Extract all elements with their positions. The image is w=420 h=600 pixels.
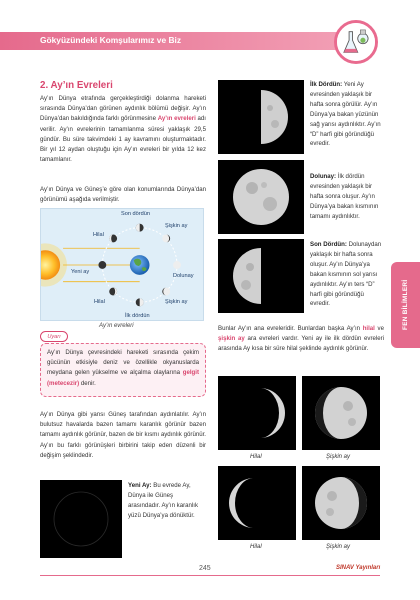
warning-tag: Uyarı (40, 331, 68, 342)
right-para-text: Bunlar Ay’ın ana evreleridir. Bunlardan başka Ay’ın (218, 325, 363, 332)
moon-phases-diagram (40, 208, 204, 321)
intro-paragraph-2: Ay’ın Dünya ve Güneş’e göre olan konumlarında Dünya’dan görünümü aşağıda verilmiştir. (40, 186, 206, 204)
publisher-logo: SINAV Yayınları (336, 565, 381, 571)
right-para-hilal: hilal (362, 325, 375, 332)
caption-siskin-2: Şişkin ay (326, 544, 351, 550)
crescent-photo-1 (218, 376, 296, 450)
science-lab-icon (334, 20, 378, 64)
new-moon-photo (40, 480, 122, 558)
phase-ilk-dordun-title: İlk Dördün: (310, 81, 343, 88)
label-yeni-ay: Yeni ay (71, 269, 90, 275)
page-number: 245 (199, 565, 211, 572)
label-hilal-top: Hilal (93, 232, 104, 238)
crescent-photo-2 (218, 466, 296, 540)
label-ilk-dordun: İlk dördün (125, 313, 150, 319)
figure-caption: Ay’ın evreleri (99, 323, 134, 329)
phase-ilk-dordun (310, 80, 382, 149)
right-paragraph (218, 324, 384, 355)
label-siskin-ay-bottom: Şişkin ay (165, 299, 188, 305)
warning-box (40, 343, 206, 397)
phase-ilk-dordun-text: Yeni Ay evresinden yaklaşık bir hafta sonra görülür. Ay’ın Dünya’ya bakan yüzünün sağ yarısı aydınlıktır. Ay’ın “D” harfi gibi göründüğü evredir. (310, 81, 381, 148)
section-title: 2. Ay’ın Evreleri (40, 80, 113, 91)
label-hilal-bottom: Hilal (94, 299, 105, 305)
gibbous-photo-2 (302, 466, 380, 540)
phase-son-dordun-title: Son Dördün: (310, 241, 347, 248)
intro-text: Ay’ın Dünya etrafında gerçekleştirdiği dolanma hareketi sırasında Dünya’dan görünen aydınlık bölümü değişir. Ay’ın Dünya’dan bakıldığında farklı görünmesine (40, 95, 206, 123)
subject-side-tab (391, 262, 420, 348)
label-dolunay: Dolunay (173, 273, 194, 279)
phase-son-dordun-text: Dolunaydan yaklaşık bir hafta sonra oluşur. Ay’ın Dünya’ya bakan kısmının sol yarısı aydınlıktır. Ay’ın ters “D” harfi gibi göründüğü evredir. (310, 241, 382, 308)
caption-siskin-1: Şişkin ay (326, 454, 351, 460)
first-quarter-photo (218, 80, 304, 154)
label-siskin-ay-top: Şişkin ay (165, 223, 188, 229)
intro-highlight: Ay’ın evreleri (157, 115, 196, 123)
label-son-dordun: Son dördün (121, 211, 150, 217)
phase-dolunay-title: Dolunay: (310, 173, 337, 180)
earth-icon (130, 255, 150, 275)
phase-yeni-ay (128, 481, 204, 521)
right-para-after: ara evreleri vardır. Yeni ay ile ilk dördün evreleri arasında Ay kısa bir süre hilal şeklinde aydınlık görünür. (218, 335, 385, 353)
right-para-siskin: şişkin ay (218, 335, 245, 343)
page-header-bar (0, 32, 372, 50)
header-title: Gökyüzündeki Komşularımız ve Biz (40, 35, 182, 45)
caption-hilal-2: Hilal (250, 544, 262, 550)
intro-paragraph-1 (40, 94, 206, 165)
caption-hilal-1: Hilal (250, 454, 262, 460)
footer-divider (40, 575, 380, 576)
side-tab-label: FEN BİLİMLERİ (402, 279, 409, 331)
warning-highlight: gelgit (metecezir) (47, 369, 199, 387)
warning-text-after: denir. (79, 379, 96, 387)
phase-dolunay (310, 172, 382, 222)
right-para-middle: ve (374, 325, 384, 332)
phase-yeni-ay-title: Yeni Ay: (128, 482, 152, 489)
full-moon-photo (218, 160, 304, 234)
lower-left-paragraph: Ay’ın Dünya gibi yansı Güneş tarafından aydınlatılır. Ay’ın bulutsuz havalarda bazen tamamı karanlık görünür bazen tamamı aydınlık görünür, bazen de bir kısmı aydınlık görünür. Ay’ın bu farklı görünüşleri birbirini takip eden düzenli bir değişim şeklindedir. (40, 411, 206, 459)
phase-dolunay-text: İlk dördün evresinden yaklaşık bir hafta sonra oluşur. Ay’ın Dünya’ya bakan kısmının tamamı aydınlıktır. (310, 173, 379, 220)
intro-text-after: adı verilir. Ay’ın evrelerinin tamamlanma süresi yaklaşık 29,5 gündür. Bu süre takvimdeki 1 ay kavramını oluşturmaktadır. Bir yıl 12 aydan oluştuğu için Ay’ın evreleri bir yılda 12 kez tamamlanır. (40, 115, 206, 164)
phase-son-dordun (310, 240, 382, 309)
warning-text: Ay’ın Dünya çevresindeki hareketi sırasında çekim gücünün etkisiyle deniz ve özellikle okyanuslarda meydana gelen yükselme ve alçalma olaylarına (47, 349, 199, 377)
phase-yeni-ay-text: Bu evrede Ay, Dünya ile Güneş arasındadır. Ay’ın karanlık yüzü Dünya’ya dönüktür. (128, 482, 199, 519)
gibbous-photo-1 (302, 376, 380, 450)
last-quarter-photo (218, 239, 304, 313)
